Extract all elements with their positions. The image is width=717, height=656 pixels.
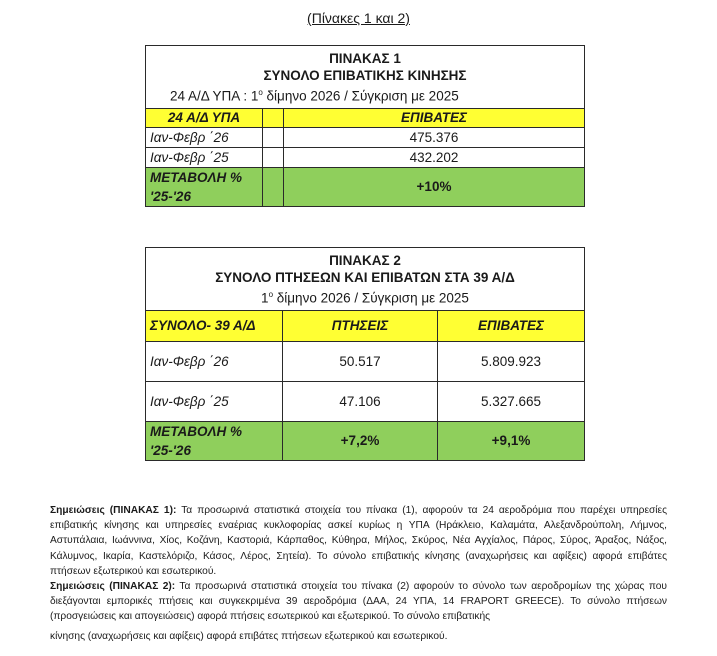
row-label: Ιαν-Φεβρ ΄26 — [146, 341, 283, 381]
table-2-header — [146, 248, 585, 311]
col-header-flights: ΠΤΗΣΕΙΣ — [283, 310, 438, 341]
change-label-line1: ΜΕΤΑΒΟΛΗ % — [150, 169, 243, 185]
flights-value: 47.106 — [283, 381, 438, 421]
note-table-2 — [50, 579, 667, 625]
ordinal-sup: ο — [258, 88, 263, 97]
note-1-text: Τα προσωρινά στατιστικά στοιχεία του πίνακα (1), αφορούν τα 24 αεροδρόμια που παρέχει υπηρεσίες επιβατικής κίνησης και υπηρεσίες εναέριας κυκλοφορίας ασκεί κυρίως η ΥΠΑ (Ηράκλειο, Καλαμάτα, Αλεξανδρούπολη, Λήμνος, Αστυπάλαια, Ιωάννινα, Χίος, Κοζάνη, Καστοριά, Κάρπαθος, Κύθηρα, Μήλος, Σκύρος, Νέα Αγχίαλος, Πάρος, Σύρος, Άραξος, Νάξος, Κάλυμνος, Ικαρία, Καστελόριζο, Κάσος, Λέρος, Σητεία). Το σύνολο επιβατικής κίνησης (αναχωρήσεις και αφίξεις) αφορά επιβάτες πτήσεων εξωτερικού και εσωτερικού. — [50, 505, 667, 577]
table-row — [146, 127, 585, 147]
table-2-flights-passengers — [145, 247, 585, 461]
table-1-header — [146, 46, 585, 109]
table-2-subtitle: ΣΥΝΟΛΟ ΠΤΗΣΕΩΝ ΚΑΙ ΕΠΙΒΑΤΩΝ ΣΤΑ 39 Α/Δ — [215, 270, 515, 285]
note-2-label: Σημειώσεις (ΠΙΝΑΚΑΣ 2): — [50, 581, 176, 593]
row-label: Ιαν-Φεβρ ΄25 — [146, 381, 283, 421]
period-suffix: δίμηνο 2026 / Σύγκριση με 2025 — [262, 88, 459, 104]
notes-section — [50, 503, 667, 644]
passengers-change-value: +9,1% — [438, 421, 585, 460]
change-label-line1: ΜΕΤΑΒΟΛΗ % — [150, 423, 243, 439]
period-suffix: δίμηνο 2026 / Σύγκριση με 2025 — [273, 290, 469, 306]
document-title: (Πίνακες 1 και 2) — [307, 10, 410, 26]
col-header-passengers: ΕΠΙΒΑΤΕΣ — [438, 310, 585, 341]
note-2-tail: κίνησης (αναχωρήσεις και αφίξεις) αφορά επιβάτες πτήσεων εξωτερικού και εσωτερικού. — [50, 630, 448, 642]
blank-cell — [263, 127, 284, 147]
row-label: Ιαν-Φεβρ ΄25 — [146, 147, 263, 167]
table-1-passenger-traffic — [145, 45, 585, 207]
flights-change-value: +7,2% — [283, 421, 438, 460]
col-header-total-airports: ΣΥΝΟΛΟ- 39 Α/Δ — [146, 310, 283, 341]
col-header-passengers: ΕΠΙΒΑΤΕΣ — [284, 108, 585, 127]
table-2-period — [146, 286, 584, 307]
table-2-column-headers — [146, 310, 585, 341]
ordinal-sup: ο — [268, 290, 274, 299]
table-1-period — [146, 84, 584, 105]
table-2-title: ΠΙΝΑΚΑΣ 2 — [329, 253, 401, 268]
row-label: Ιαν-Φεβρ ΄26 — [146, 127, 263, 147]
col-header-blank — [263, 108, 284, 127]
note-table-1 — [50, 503, 667, 579]
period-prefix: 1 — [261, 290, 269, 306]
table-1-subtitle: ΣΥΝΟΛΟ ΕΠΙΒΑΤΙΚΗΣ ΚΙΝΗΣΗΣ — [263, 68, 467, 83]
passengers-value: 432.202 — [284, 147, 585, 167]
table-1-column-headers — [146, 108, 585, 127]
change-label-line2: '25-'26 — [150, 188, 191, 204]
table-row — [146, 341, 585, 381]
table-row — [146, 381, 585, 421]
change-label — [146, 421, 283, 460]
change-row — [146, 421, 585, 460]
table-1-title: ΠΙΝΑΚΑΣ 1 — [329, 51, 401, 66]
period-prefix: 24 Α/Δ ΥΠΑ : 1 — [170, 88, 259, 104]
change-label — [146, 167, 263, 206]
blank-cell — [263, 147, 284, 167]
passengers-value: 475.376 — [284, 127, 585, 147]
note-2-text: Τα προσωρινά στατιστικά στοιχεία του πίνακα (2) αφορούν το σύνολο των αεροδρομίων της χώρας που διεξάγονται εμπορικές πτήσεις και συγκεκριμένα 39 αεροδρόμια (ΔΑΑ, 24 ΥΠΑ, 14 FRAPORT GREECE). Το σύνολο πτήσεων (προσγειώσεις και απογειώσεις) αφορά πτήσεις εσωτερικού και εξωτερικού. Το σύνολο επιβατικής — [50, 581, 667, 623]
passengers-value: 5.327.665 — [438, 381, 585, 421]
passengers-value: 5.809.923 — [438, 341, 585, 381]
blank-cell — [263, 167, 284, 206]
col-header-airports: 24 Α/Δ ΥΠΑ — [146, 108, 263, 127]
change-value: +10% — [284, 167, 585, 206]
table-row — [146, 147, 585, 167]
change-row — [146, 167, 585, 206]
flights-value: 50.517 — [283, 341, 438, 381]
note-1-label: Σημειώσεις (ΠΙΝΑΚΑΣ 1): — [50, 505, 177, 516]
change-label-line2: '25-'26 — [150, 442, 191, 458]
